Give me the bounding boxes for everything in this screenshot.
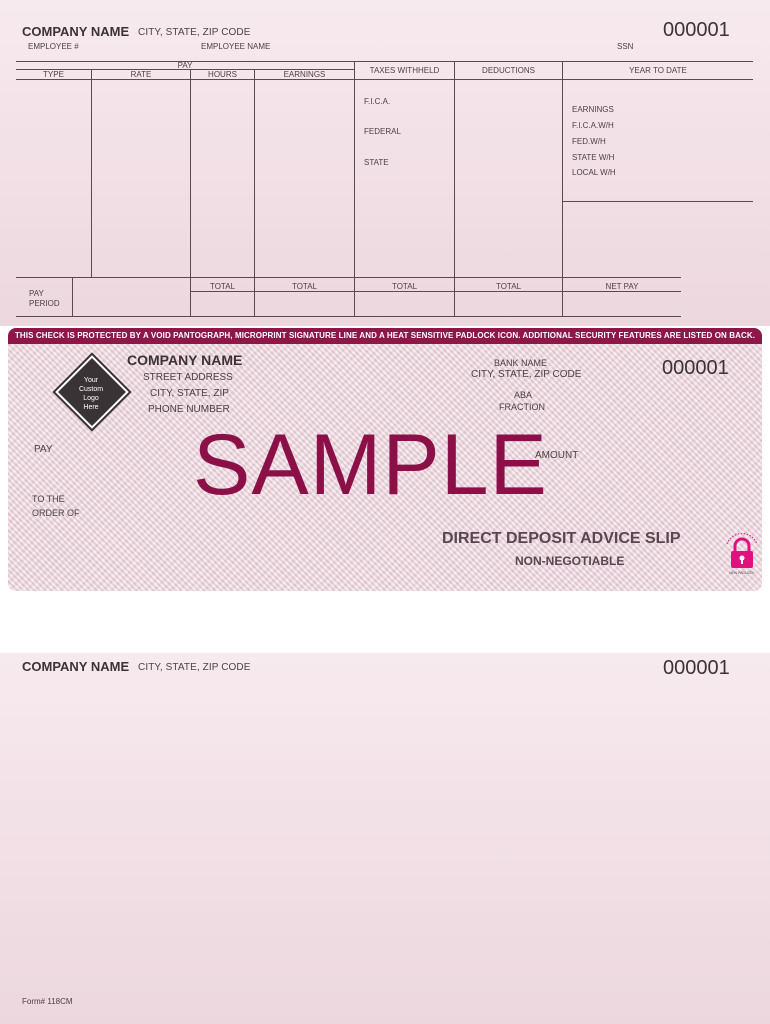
check-company-name: COMPANY NAME [127,352,243,368]
order-of-label: ORDER OF [32,508,80,518]
federal-label: FEDERAL [364,127,401,136]
bank-name: BANK NAME [494,358,548,368]
total-hours: TOTAL [209,282,236,291]
taxes-header: TAXES WITHHELD [369,66,440,75]
total-earnings: TOTAL [291,282,318,291]
street-address: STREET ADDRESS [143,372,233,383]
table-top-line [16,61,753,62]
fica-label: F.I.C.A. [364,97,391,106]
aba-label: ABA [514,390,533,400]
fraction-label: FRACTION [499,402,545,412]
ytd-earnings-label: EARNINGS [572,105,614,114]
pay-period-label: PAY PERIOD [29,289,60,308]
company-name: COMPANY NAME [22,24,130,39]
bank-city-state-zip: CITY, STATE, ZIP CODE [471,369,582,380]
check-number: 000001 [663,657,730,679]
col-divider [91,69,92,277]
employee-name-label: EMPLOYEE NAME [201,42,271,51]
logo-text: Your Custom Logo Here [78,377,104,411]
padlock-caption: NON PADLOCK [729,571,755,575]
ytd-divider-line [563,201,753,202]
totals-top-line [16,277,681,278]
col-divider [72,277,73,316]
padlock-icon [721,530,762,576]
logo-placeholder [56,356,126,426]
col-divider [254,69,255,316]
header-bottom-line [16,79,753,80]
col-divider [454,61,455,316]
ytd-state-label: STATE W/H [572,153,615,162]
ytd-fica-label: F.I.C.A.W/H [572,121,614,130]
city-state-zip: CITY, STATE, ZIP CODE [138,27,251,38]
ytd-local-label: LOCAL W/H [572,168,616,177]
ytd-header: YEAR TO DATE [629,66,687,75]
check-number: 000001 [662,357,729,379]
total-taxes: TOTAL [391,282,418,291]
non-negotiable-label: NON-NEGOTIABLE [515,554,625,568]
col-divider [354,61,355,316]
form-number: Form# 118CM [22,997,73,1006]
net-pay-label: NET PAY [605,282,639,291]
check-body [8,328,762,591]
pay-header: PAY [177,61,193,70]
top-stub [0,0,770,326]
earnings-header: EARNINGS [283,70,326,79]
pay-label: PAY [34,444,53,455]
to-the-label: TO THE [32,494,65,504]
phone-number: PHONE NUMBER [148,404,230,415]
company-name: COMPANY NAME [22,659,130,674]
bottom-stub [0,653,770,1024]
rate-header: RATE [130,70,152,79]
col-divider [562,61,563,316]
city-state-zip: CITY, STATE, ZIP CODE [138,662,251,673]
totals-bottom-line [16,316,681,317]
col-divider [190,69,191,316]
advice-slip-title: DIRECT DEPOSIT ADVICE SLIP [442,530,681,547]
type-header: TYPE [43,70,64,79]
check-number: 000001 [663,19,730,41]
employee-number-label: EMPLOYEE # [28,42,79,51]
ssn-label: SSN [617,42,634,51]
state-label: STATE [364,158,389,167]
security-banner: THIS CHECK IS PROTECTED BY A VOID PANTOGRAPH, MICROPRINT SIGNATURE LINE AND A HEAT SENSITIVE PADLOCK ICON. ADDITIONAL SECURITY FEATURES ARE LISTED ON BACK. [8,328,762,344]
check-city-state-zip: CITY, STATE, ZIP [150,388,229,399]
hours-header: HOURS [208,70,237,79]
totals-mid-line [190,291,681,292]
ytd-fed-label: FED.W/H [572,137,606,146]
amount-label: AMOUNT [535,450,579,461]
deductions-header: DEDUCTIONS [482,66,535,75]
sample-watermark: SAMPLE [193,417,548,513]
total-deductions: TOTAL [495,282,522,291]
